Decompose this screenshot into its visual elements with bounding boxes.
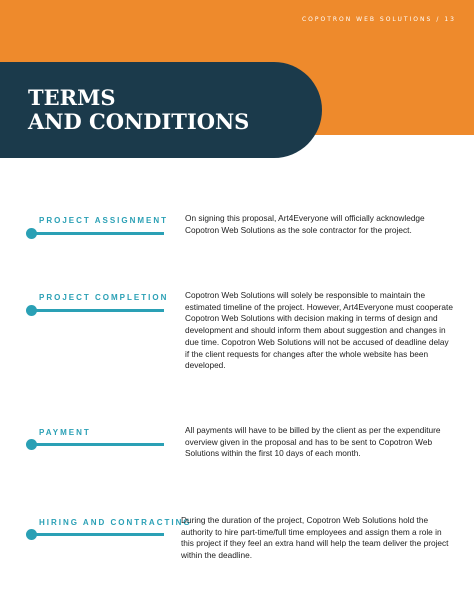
section-label: HIRING AND CONTRACTING: [39, 518, 192, 527]
running-header: [302, 16, 456, 23]
header-separator: /: [436, 16, 441, 23]
page-number: 13: [444, 16, 456, 23]
section-label: PROJECT ASSIGNMENT: [39, 216, 169, 225]
title-line-1: TERMS: [28, 85, 116, 110]
company-name: COPOTRON WEB SOLUTIONS: [301, 16, 433, 23]
divider-dot: [26, 529, 37, 540]
section-divider: [32, 309, 164, 312]
page-title: [28, 86, 249, 134]
section-label: PROJECT COMPLETION: [39, 293, 169, 302]
section-body: On signing this proposal, Art4Everyone will officially acknowledge Copotron Web Solutions as the sole contractor for the project.: [185, 213, 425, 235]
section-body: All payments will have to be billed by the client as per the expenditure overview given in the proposal and has to be sent to Copotron Web Solutions within the first 10 days of each month.: [185, 425, 441, 459]
section-divider: [32, 533, 164, 536]
section-divider: [32, 443, 164, 446]
divider-dot: [26, 439, 37, 450]
section-body: Copotron Web Solutions will solely be responsible to maintain the estimated timeline of the project. However, Art4Everyone must cooperate Copotron Web Solutions with decision making in terms of design and development and should inform them about suggestion and changes in due time. Copotron Web Solutions will not be accused of deadline delay if the client requests for changes after the whole website has been developed.: [185, 290, 453, 371]
divider-dot: [26, 305, 37, 316]
divider-dot: [26, 228, 37, 239]
title-line-2: AND CONDITIONS: [28, 109, 250, 134]
section-label: PAYMENT: [39, 428, 91, 437]
section-divider: [32, 232, 164, 235]
section-body: During the duration of the project, Copotron Web Solutions hold the authority to hire part-time/full time employees and assign them a role in this project if they feel an extra hand will help the team deliver the project within the deadline.: [181, 515, 449, 561]
